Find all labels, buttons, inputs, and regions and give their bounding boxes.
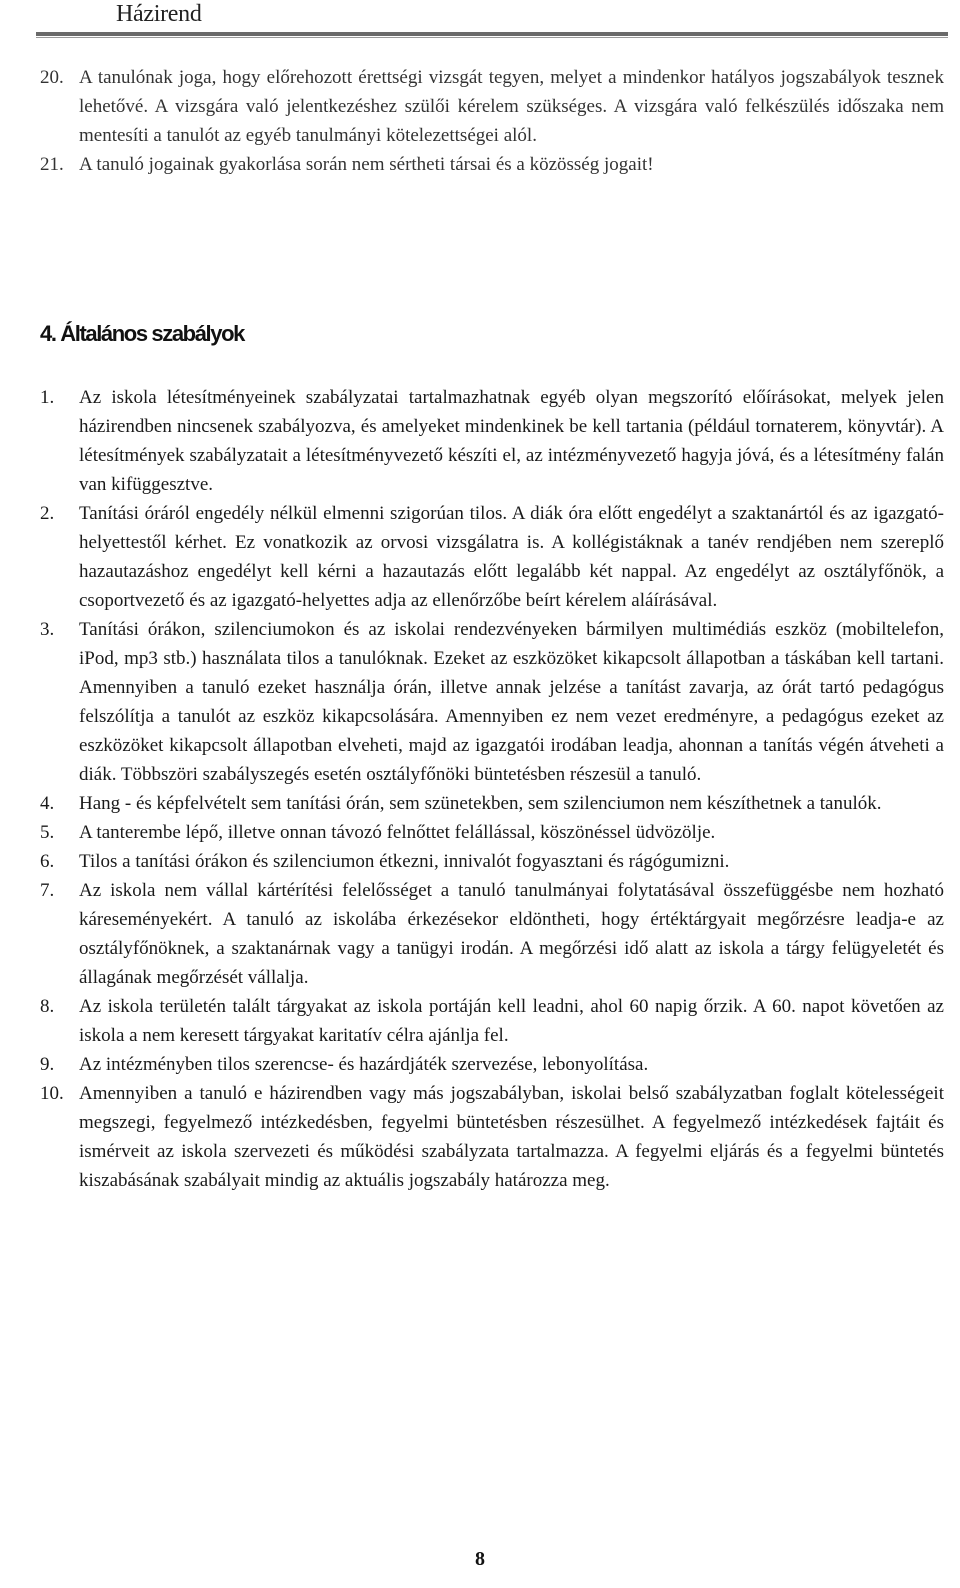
item-number: 3. bbox=[40, 619, 55, 640]
list-item bbox=[40, 150, 944, 179]
item-number: 20. bbox=[40, 67, 64, 88]
item-text: Tanítási órákon, szilenciumokon és az iskolai rendezvényeken bármilyen multimédiás eszköz (mobiltelefon, iPod, mp3 stb.) használata tilos a tanulóknak. Ezeket az eszközöket kikapcsolt állapotban a táskában kell tartani. Amennyiben a tanuló ezeket használja órán, illetve annak jelzése a tanítást zavarja, az órát tartó pedagógus felszólítja a tanulót az eszköz kikapcsolására. Amennyiben ez nem vezet eredményre, a pedagógus ezeket az eszközöket kikapcsolt állapotban elveheti, majd az igazgatói irodában leadja, ahonnan a tanítás végén átveheti a diák. Többszöri szabályszegés esetén osztályfőnöki büntetésben részesül a tanuló. bbox=[79, 619, 944, 785]
list-item bbox=[40, 789, 944, 818]
item-text: Az iskola területén talált tárgyakat az iskola portáján kell leadni, ahol 60 napig őrzik. A 60. napot követően az iskola a nem keresett tárgyakat karitatív célra ajánlja fel. bbox=[79, 996, 944, 1046]
list-item bbox=[40, 499, 944, 615]
header-title: Házirend bbox=[116, 1, 202, 27]
list-item bbox=[40, 1079, 944, 1195]
list-item bbox=[40, 383, 944, 499]
item-text: Az iskola nem vállal kártérítési felelősséget a tanuló tanulmányai folytatásával összefüggésbe nem hozható káreseményekért. A tanuló az iskolába érkezésekor eldöntheti, hogy értéktárgyait megőrzésre leadja-e az osztályfőnöknek, a szaktanárnak vagy a tanügyi irodán. A megőrzési idő alatt az iskola a tárgy felügyeletét és állagának megőrzését vállalja. bbox=[79, 880, 944, 988]
list-item bbox=[40, 992, 944, 1050]
list-item bbox=[40, 63, 944, 150]
item-text: Hang - és képfelvételt sem tanítási órán, sem szünetekben, sem szilenciumon nem készíthetnek a tanulók. bbox=[79, 793, 882, 814]
page-number: 8 bbox=[475, 1548, 485, 1570]
list-item bbox=[40, 876, 944, 992]
item-text: A tanulónak joga, hogy előrehozott érettségi vizsgát tegyen, melyet a mindenkor hatályos jogszabályok tesznek lehetővé. A vizsgára való jelentkezéshez szülői kérelem szükséges. A vizsgára való felkészülés időszaka nem mentesíti a tanulót az egyéb tanulmányi kötelezettségei alól. bbox=[79, 67, 944, 146]
item-number: 6. bbox=[40, 851, 55, 872]
header-divider bbox=[36, 32, 948, 36]
list-item bbox=[40, 818, 944, 847]
item-number: 4. bbox=[40, 793, 55, 814]
item-text: Amennyiben a tanuló e házirendben vagy más jogszabályban, iskolai belső szabályzatban foglalt kötelességeit megszegi, fegyelmező intézkedésben, fegyelmi büntetésben részesülhet. A fegyelmező intézkedések fajtáit és ismérveit az iskola szervezeti és működési szabályzata tartalmazza. A fegyelmi eljárás és a fegyelmi büntetés kiszabásának szabályait mindig az aktuális jogszabály határozza meg. bbox=[79, 1083, 944, 1191]
item-number: 5. bbox=[40, 822, 55, 843]
item-text: A tanterembe lépő, illetve onnan távozó felnőttet felállással, köszönéssel üdvözölje. bbox=[79, 822, 716, 843]
list-item bbox=[40, 615, 944, 789]
general-rules-list bbox=[40, 383, 944, 1195]
list-item bbox=[40, 1050, 944, 1079]
item-text: Tilos a tanítási órákon és szilenciumon étkezni, innivalót fogyasztani és rágógumizni. bbox=[79, 851, 730, 872]
rights-list-continued bbox=[40, 63, 944, 179]
item-text: A tanuló jogainak gyakorlása során nem sértheti társai és a közösség jogait! bbox=[79, 154, 654, 175]
item-text: Az intézményben tilos szerencse- és hazárdjáték szervezése, lebonyolítása. bbox=[79, 1054, 649, 1075]
section-heading: 4. Általános szabályok bbox=[40, 321, 244, 346]
item-number: 1. bbox=[40, 387, 55, 408]
item-number: 10. bbox=[40, 1083, 64, 1104]
item-number: 2. bbox=[40, 503, 55, 524]
item-text: Tanítási óráról engedély nélkül elmenni szigorúan tilos. A diák óra előtt engedélyt a szaktanártól és az igazgató-helyettestől kérhet. Ez vonatkozik az orvosi vizsgálatra is. A kollégistáknak a tanév rendjében nem szereplő hazautazáshoz engedélyt kell kérni a hazautazás előtt legalább két nappal. Az engedélyt az osztályfőnök, a csoportvezető és az igazgató-helyettes adja az ellenőrzőbe beírt kérelem aláírásával. bbox=[79, 503, 944, 611]
list-item bbox=[40, 847, 944, 876]
item-number: 8. bbox=[40, 996, 55, 1017]
item-text: Az iskola létesítményeinek szabályzatai tartalmazhatnak egyéb olyan megszorító előírásokat, melyek jelen házirendben nincsenek szabályozva, és amelyeket mindenkinek be kell tartania (például tornaterem, könyvtár). A létesítmények szabályzatait a létesítményvezető készíti el, az intézményvezető hagyja jóvá, és a létesítmény falán van kifüggesztve. bbox=[79, 387, 944, 495]
header-divider-thin bbox=[36, 37, 948, 38]
item-number: 9. bbox=[40, 1054, 55, 1075]
item-number: 7. bbox=[40, 880, 55, 901]
item-number: 21. bbox=[40, 154, 64, 175]
